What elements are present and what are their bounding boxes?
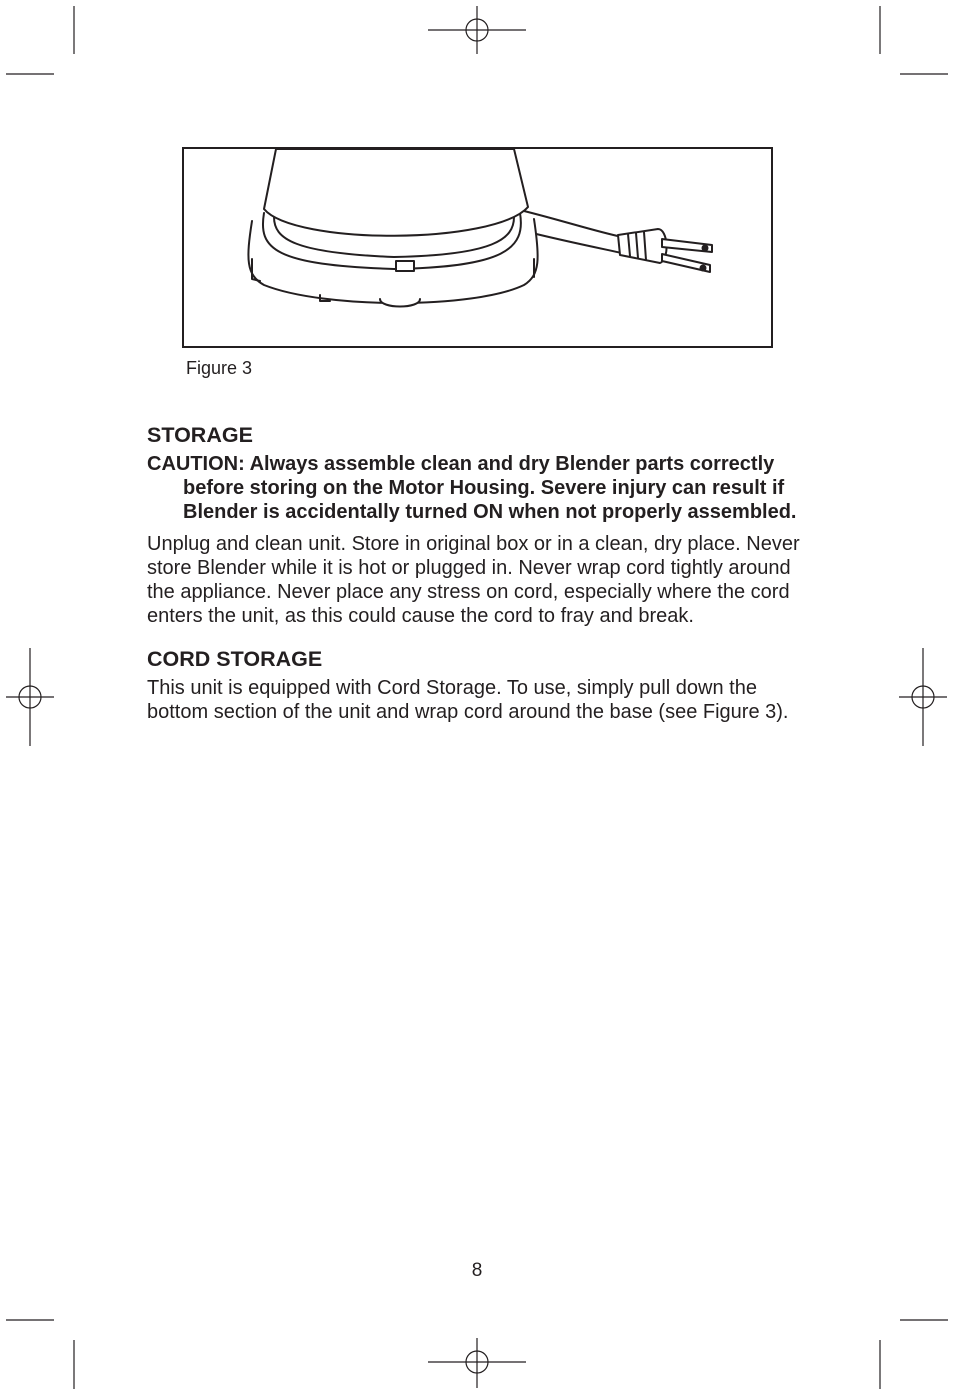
figure-3-frame [182,147,773,348]
registration-mark-right [899,648,947,746]
registration-mark-top [428,6,526,54]
page-number: 8 [471,1260,483,1281]
registration-mark-bottom [428,1338,526,1388]
blender-base-illustration [184,149,773,348]
storage-heading: STORAGE [147,423,253,447]
main-content [147,422,812,724]
cord-storage-body: This unit is equipped with Cord Storage. To use, simply pull down the bottom section of the unit and wrap cord around the base (see Figure 3). [147,677,789,723]
storage-caution: CAUTION: Always assemble clean and dry Blender parts correctly before storing on the Motor Housing. Severe injury can result if Blender is accidentally turned ON when not properly assembled. [147,453,797,523]
registration-mark-left [6,648,54,746]
figure-caption: Figure 3 [186,358,253,378]
storage-body: Unplug and clean unit. Store in original box or in a clean, dry place. Never store Blender while it is hot or plugged in. Never wrap cord tightly around the appliance. Never place any stress on cord, especially where the cord enters the unit, as this could cause the cord to fray and break. [147,533,800,627]
cord-storage-heading: CORD STORAGE [147,647,323,671]
